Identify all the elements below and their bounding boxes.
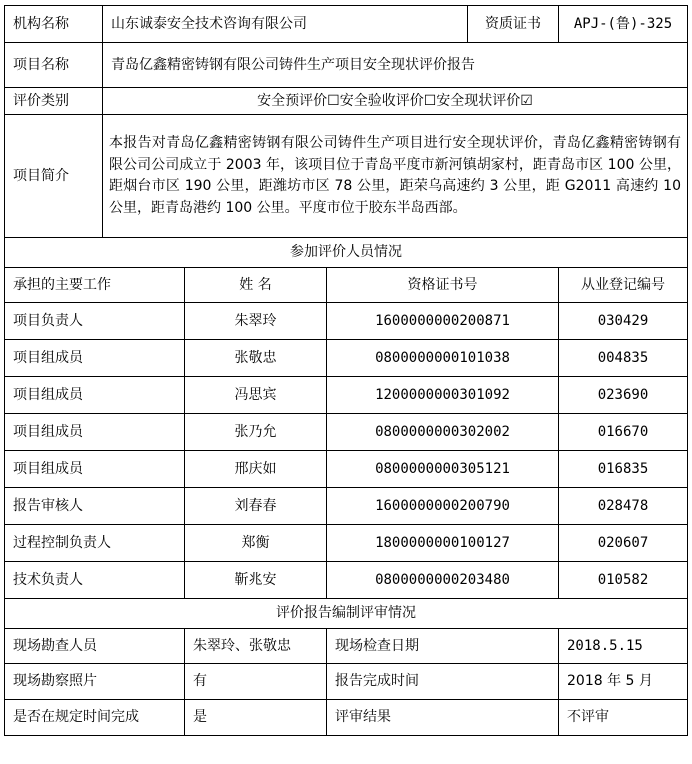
name-cell: 郑衡 <box>185 525 327 562</box>
review-row-survey <box>5 629 688 664</box>
cert-number-cell: 0800000000305121 <box>327 451 559 488</box>
role-cell: 项目组成员 <box>5 414 185 451</box>
reg-number-cell: 028478 <box>559 488 688 525</box>
review-row-photos <box>5 664 688 700</box>
photos-value: 有 <box>185 664 327 700</box>
project-row <box>5 43 688 88</box>
org-row <box>5 6 688 43</box>
survey-date-value: 2018.5.15 <box>559 629 688 664</box>
project-label: 项目名称 <box>5 43 103 88</box>
project-name: 青岛亿鑫精密铸钢有限公司铸件生产项目安全现状评价报告 <box>103 43 688 88</box>
eval-type-value: 安全预评价☐安全验收评价☐安全现状评价☑ <box>103 88 688 115</box>
table-row <box>5 451 688 488</box>
table-row <box>5 377 688 414</box>
summary-text: 本报告对青岛亿鑫精密铸钢有限公司铸件生产项目进行安全现状评价，青岛亿鑫精密铸钢有限公司公司成立于 2003 年，该项目位于青岛平度市新河镇胡家村，距青岛市区 100 公里，距烟台市区 190 公里，距潍坊市区 78 公里，距荣乌高速约 3 公里，距 G2011 高速约 10 公里，距青岛港约 100 公里。平度市位于胶东半岛西部。 <box>103 115 688 238</box>
result-label: 评审结果 <box>327 700 559 736</box>
name-cell: 靳兆安 <box>185 562 327 599</box>
reg-number-cell: 023690 <box>559 377 688 414</box>
table-row <box>5 340 688 377</box>
org-label: 机构名称 <box>5 6 103 43</box>
ontime-label: 是否在规定时间完成 <box>5 700 185 736</box>
cert-number-cell: 1600000000200871 <box>327 303 559 340</box>
review-title-row <box>5 599 688 629</box>
personnel-title-row <box>5 238 688 268</box>
cert-number-cell: 1600000000200790 <box>327 488 559 525</box>
survey-staff-label: 现场勘查人员 <box>5 629 185 664</box>
col-header-cert: 资格证书号 <box>327 268 559 303</box>
table-row <box>5 303 688 340</box>
personnel-header-row <box>5 268 688 303</box>
cert-number-cell: 0800000000203480 <box>327 562 559 599</box>
reg-number-cell: 010582 <box>559 562 688 599</box>
role-cell: 项目组成员 <box>5 377 185 414</box>
reg-number-cell: 020607 <box>559 525 688 562</box>
cert-number-cell: 1200000000301092 <box>327 377 559 414</box>
col-header-role: 承担的主要工作 <box>5 268 185 303</box>
cert-number-cell: 0800000000302002 <box>327 414 559 451</box>
summary-label: 项目简介 <box>5 115 103 238</box>
name-cell: 冯思宾 <box>185 377 327 414</box>
cert-number-cell: 0800000000101038 <box>327 340 559 377</box>
table-row <box>5 525 688 562</box>
name-cell: 邢庆如 <box>185 451 327 488</box>
cert-number-cell: 1800000000100127 <box>327 525 559 562</box>
review-section-title: 评价报告编制评审情况 <box>5 599 688 629</box>
reg-number-cell: 030429 <box>559 303 688 340</box>
role-cell: 项目组成员 <box>5 340 185 377</box>
eval-type-row <box>5 88 688 115</box>
survey-staff-value: 朱翠玲、张敬忠 <box>185 629 327 664</box>
org-name: 山东诚泰安全技术咨询有限公司 <box>103 6 468 43</box>
cert-label: 资质证书 <box>468 6 559 43</box>
result-value: 不评审 <box>559 700 688 736</box>
survey-date-label: 现场检查日期 <box>327 629 559 664</box>
photos-label: 现场勘察照片 <box>5 664 185 700</box>
eval-type-label: 评价类别 <box>5 88 103 115</box>
role-cell: 技术负责人 <box>5 562 185 599</box>
reg-number-cell: 016670 <box>559 414 688 451</box>
table-row <box>5 562 688 599</box>
cert-value: APJ-(鲁)-325 <box>559 6 688 43</box>
summary-row <box>5 115 688 238</box>
role-cell: 报告审核人 <box>5 488 185 525</box>
table-row <box>5 488 688 525</box>
name-cell: 张乃允 <box>185 414 327 451</box>
name-cell: 张敬忠 <box>185 340 327 377</box>
reg-number-cell: 016835 <box>559 451 688 488</box>
role-cell: 过程控制负责人 <box>5 525 185 562</box>
role-cell: 项目负责人 <box>5 303 185 340</box>
personnel-section-title: 参加评价人员情况 <box>5 238 688 268</box>
report-done-value: 2018 年 5 月 <box>559 664 688 700</box>
role-cell: 项目组成员 <box>5 451 185 488</box>
reg-number-cell: 004835 <box>559 340 688 377</box>
col-header-reg: 从业登记编号 <box>559 268 688 303</box>
ontime-value: 是 <box>185 700 327 736</box>
col-header-name: 姓 名 <box>185 268 327 303</box>
table-row <box>5 414 688 451</box>
review-row-result <box>5 700 688 736</box>
name-cell: 刘春春 <box>185 488 327 525</box>
name-cell: 朱翠玲 <box>185 303 327 340</box>
evaluation-info-table <box>4 5 688 736</box>
report-done-label: 报告完成时间 <box>327 664 559 700</box>
